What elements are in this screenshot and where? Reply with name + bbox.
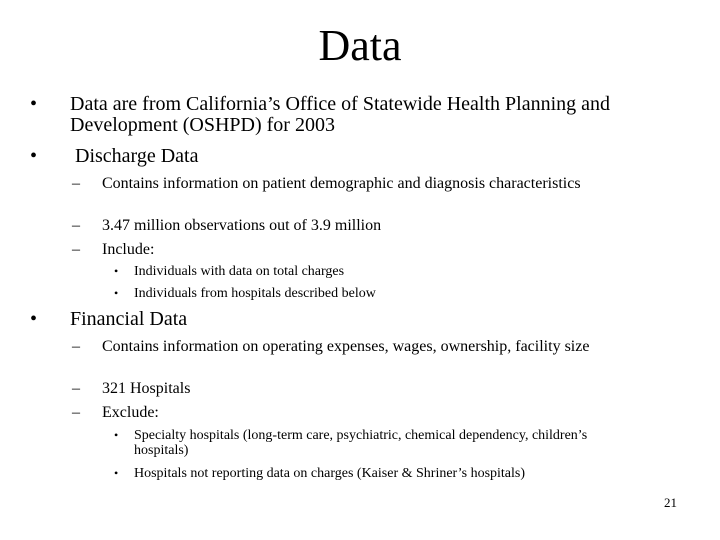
sub-bullet-hospital-count bbox=[72, 380, 682, 397]
bullet-text: Include: bbox=[102, 241, 155, 258]
bullet-marker: – bbox=[72, 217, 80, 234]
sub-bullet-exclude bbox=[72, 404, 682, 421]
sub-sub-bullet-hospitals-described bbox=[114, 286, 674, 301]
bullet-marker: • bbox=[114, 286, 119, 300]
bullet-text: Financial Data bbox=[70, 308, 188, 330]
bullet-marker: – bbox=[72, 380, 80, 397]
bullet-marker: • bbox=[30, 93, 38, 115]
bullet-discharge-data bbox=[30, 146, 690, 167]
sub-bullet-observations bbox=[72, 217, 682, 234]
bullet-text: Discharge Data bbox=[70, 145, 199, 167]
bullet-text: Contains information on patient demographic and diagnosis characteristics bbox=[102, 175, 581, 192]
bullet-marker: • bbox=[30, 145, 38, 167]
bullet-marker: • bbox=[114, 466, 119, 480]
bullet-marker: – bbox=[72, 175, 80, 192]
bullet-marker: • bbox=[114, 428, 119, 442]
bullet-data-source bbox=[30, 94, 690, 136]
bullet-marker: – bbox=[72, 241, 80, 258]
bullet-marker: – bbox=[72, 404, 80, 421]
sub-bullet-operating-expenses bbox=[72, 338, 682, 355]
bullet-text: Hospitals not reporting data on charges (Kaiser & Shriner’s hospitals) bbox=[134, 466, 526, 481]
sub-sub-bullet-specialty-hospitals bbox=[114, 428, 674, 458]
bullet-text: Individuals with data on total charges bbox=[134, 264, 345, 279]
bullet-financial-data bbox=[30, 309, 690, 330]
bullet-marker: • bbox=[30, 308, 38, 330]
bullet-text: Exclude: bbox=[102, 404, 159, 421]
bullet-marker: – bbox=[72, 338, 80, 355]
sub-sub-bullet-not-reporting bbox=[114, 466, 674, 481]
bullet-marker: • bbox=[114, 264, 119, 278]
bullet-text: Contains information on operating expenses, wages, ownership, facility size bbox=[102, 338, 590, 355]
sub-bullet-include bbox=[72, 241, 682, 258]
sub-bullet-demographics bbox=[72, 175, 682, 192]
bullet-text: Data are from California’s Office of Statewide Health Planning and Development (OSHPD) for 2003 bbox=[70, 93, 611, 136]
bullet-text: Specialty hospitals (long-term care, psychiatric, chemical dependency, children’s hospitals) bbox=[134, 428, 588, 458]
bullet-text: 3.47 million observations out of 3.9 million bbox=[102, 217, 382, 234]
page-number: 21 bbox=[664, 495, 677, 510]
slide-title: Data bbox=[318, 21, 402, 70]
bullet-text: 321 Hospitals bbox=[102, 380, 191, 397]
sub-sub-bullet-total-charges bbox=[114, 264, 674, 279]
bullet-text: Individuals from hospitals described below bbox=[134, 286, 376, 301]
